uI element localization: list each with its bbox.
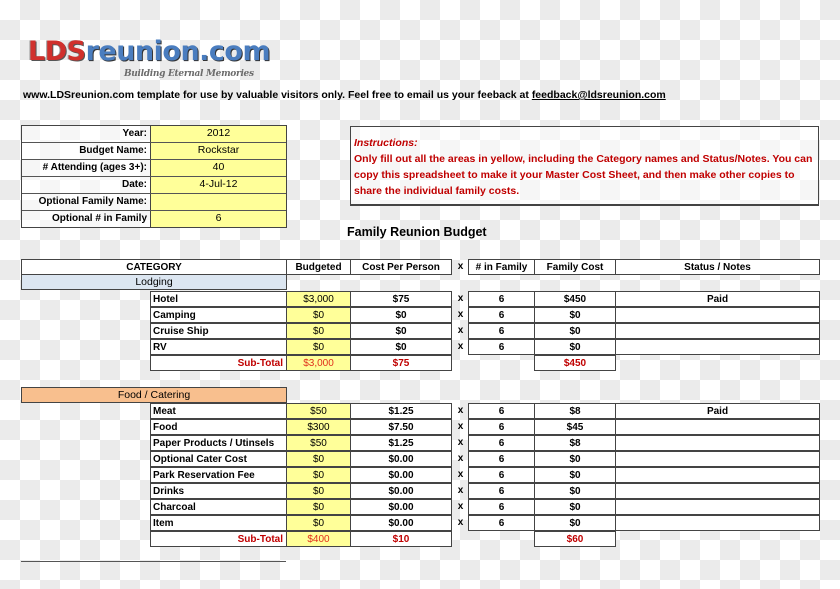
times-sign: x — [457, 405, 464, 416]
info-row-year — [22, 126, 286, 143]
family-cost-value: $0 — [534, 483, 616, 499]
budgeted-value[interactable]: $3,000 — [286, 291, 351, 307]
budgeted-value[interactable]: $300 — [286, 419, 351, 435]
info-row-in-family — [22, 211, 286, 227]
cost-per-person-value: $7.50 — [350, 419, 452, 435]
subtotal-cost-per-person: $10 — [350, 531, 452, 547]
item-name[interactable]: Charcoal — [150, 499, 287, 515]
budgeted-value[interactable]: $0 — [286, 515, 351, 531]
family-cost-value: $0 — [534, 307, 616, 323]
status-notes-field[interactable] — [615, 467, 820, 483]
subtotal-cost-per-person: $75 — [350, 355, 452, 371]
item-name[interactable]: Hotel — [150, 291, 287, 307]
times-sign: x — [457, 293, 464, 304]
item-name[interactable]: Item — [150, 515, 287, 531]
year-field[interactable]: 2012 — [151, 126, 286, 142]
cost-per-person-value: $0.00 — [350, 483, 452, 499]
in-family-value: 6 — [468, 307, 535, 323]
in-family-value: 6 — [468, 467, 535, 483]
in-family-value: 6 — [468, 515, 535, 531]
status-notes-field[interactable] — [615, 483, 820, 499]
cost-per-person-value: $0.00 — [350, 515, 452, 531]
item-name[interactable]: Optional Cater Cost — [150, 451, 287, 467]
cost-per-person-value: $0 — [350, 323, 452, 339]
status-notes-field[interactable] — [615, 339, 820, 355]
info-label: Optional # in Family — [22, 211, 151, 227]
item-name[interactable]: Drinks — [150, 483, 287, 499]
times-sign: x — [457, 501, 464, 512]
in-family-value: 6 — [468, 483, 535, 499]
subtotal-label: Sub-Total — [150, 355, 287, 371]
item-name[interactable]: Camping — [150, 307, 287, 323]
family-cost-value: $0 — [534, 323, 616, 339]
times-sign: x — [457, 453, 464, 464]
subtotal-family-cost: $450 — [534, 355, 616, 371]
item-name[interactable]: Cruise Ship — [150, 323, 287, 339]
info-row-date — [22, 177, 286, 194]
item-name[interactable]: Food — [150, 419, 287, 435]
family-cost-value: $8 — [534, 403, 616, 419]
status-notes-field[interactable] — [615, 499, 820, 515]
section-lodging[interactable]: Lodging — [21, 274, 287, 290]
header-budgeted: Budgeted — [286, 259, 351, 275]
family-cost-value: $0 — [534, 451, 616, 467]
instructions-box — [350, 126, 819, 206]
attending-field[interactable]: 40 — [151, 160, 286, 176]
family-cost-value: $0 — [534, 499, 616, 515]
times-sign: x — [457, 437, 464, 448]
times-sign: x — [457, 325, 464, 336]
in-family-value: 6 — [468, 339, 535, 355]
status-notes-field[interactable] — [615, 435, 820, 451]
instructions-body: Only fill out all the areas in yellow, including the Category names and Status/Notes. You can copy this spreadsheet to make it your Master Cost Sheet, and then make other copies to share the individual family costs. — [354, 153, 813, 197]
status-notes-field[interactable]: Paid — [615, 291, 820, 307]
budgeted-value[interactable]: $0 — [286, 483, 351, 499]
family-name-field[interactable] — [151, 194, 286, 210]
status-notes-field[interactable]: Paid — [615, 403, 820, 419]
item-name[interactable]: RV — [150, 339, 287, 355]
cost-per-person-value: $0.00 — [350, 499, 452, 515]
budgeted-value[interactable]: $0 — [286, 467, 351, 483]
budgeted-value[interactable]: $0 — [286, 499, 351, 515]
cost-per-person-value: $1.25 — [350, 435, 452, 451]
header-family-cost: Family Cost — [534, 259, 616, 275]
info-row-budget-name — [22, 143, 286, 160]
in-family-value: 6 — [468, 451, 535, 467]
budgeted-value[interactable]: $0 — [286, 451, 351, 467]
times-sign: x — [457, 309, 464, 320]
info-label: # Attending (ages 3+): — [22, 160, 151, 176]
in-family-value: 6 — [468, 435, 535, 451]
date-field[interactable]: 4-Jul-12 — [151, 177, 286, 193]
cost-per-person-value: $0 — [350, 339, 452, 355]
times-sign: x — [457, 485, 464, 496]
budget-name-field[interactable]: Rockstar — [151, 143, 286, 159]
in-family-value: 6 — [468, 323, 535, 339]
subtotal-label: Sub-Total — [150, 531, 287, 547]
info-row-attending — [22, 160, 286, 177]
family-cost-value: $0 — [534, 467, 616, 483]
budgeted-value[interactable]: $0 — [286, 307, 351, 323]
family-cost-value: $0 — [534, 339, 616, 355]
logo — [28, 36, 271, 86]
status-notes-field[interactable] — [615, 419, 820, 435]
subtotal-budgeted: $3,000 — [286, 355, 351, 371]
cost-per-person-value: $0.00 — [350, 467, 452, 483]
status-notes-field[interactable] — [615, 307, 820, 323]
in-family-field[interactable]: 6 — [151, 211, 286, 227]
subtotal-budgeted: $400 — [286, 531, 351, 547]
header-in-family: # in Family — [468, 259, 535, 275]
item-name[interactable]: Park Reservation Fee — [150, 467, 287, 483]
times-sign: x — [457, 517, 464, 528]
item-name[interactable]: Paper Products / Utinsels — [150, 435, 287, 451]
budgeted-value[interactable]: $0 — [286, 339, 351, 355]
times-sign: x — [457, 341, 464, 352]
header-times: x — [457, 261, 464, 272]
feedback-email-link[interactable]: feedback@ldsreunion.com — [531, 89, 666, 101]
header-status-notes: Status / Notes — [615, 259, 820, 275]
logo-wordmark: LDSreunion.com — [28, 36, 271, 67]
info-label: Date: — [22, 177, 151, 193]
cost-per-person-value: $0 — [350, 307, 452, 323]
in-family-value: 6 — [468, 499, 535, 515]
in-family-value: 6 — [468, 291, 535, 307]
cost-per-person-value: $1.25 — [350, 403, 452, 419]
budgeted-value[interactable]: $50 — [286, 403, 351, 419]
budgeted-value[interactable]: $0 — [286, 323, 351, 339]
in-family-value: 6 — [468, 403, 535, 419]
times-sign: x — [457, 469, 464, 480]
family-cost-value: $450 — [534, 291, 616, 307]
notice-text: www.LDSreunion.com template for use by valuable visitors only. Feel free to email us your feeback at feedback@ldsreunion.com — [23, 89, 666, 101]
section-food-catering[interactable]: Food / Catering — [21, 387, 287, 403]
logo-tagline: Building Eternal Memories — [124, 69, 254, 79]
family-cost-value: $0 — [534, 515, 616, 531]
budget-title: Family Reunion Budget — [347, 225, 487, 239]
info-row-family-name — [22, 194, 286, 211]
section-divider-line — [21, 561, 286, 562]
header-category: CATEGORY — [21, 259, 287, 275]
cost-per-person-value: $0.00 — [350, 451, 452, 467]
status-notes-field[interactable] — [615, 515, 820, 531]
status-notes-field[interactable] — [615, 323, 820, 339]
header-cost-per-person: Cost Per Person — [350, 259, 452, 275]
item-name[interactable]: Meat — [150, 403, 287, 419]
family-cost-value: $45 — [534, 419, 616, 435]
times-sign: x — [457, 421, 464, 432]
status-notes-field[interactable] — [615, 451, 820, 467]
info-label: Budget Name: — [22, 143, 151, 159]
cost-per-person-value: $75 — [350, 291, 452, 307]
info-label: Optional Family Name: — [22, 194, 151, 210]
family-cost-value: $8 — [534, 435, 616, 451]
budgeted-value[interactable]: $50 — [286, 435, 351, 451]
in-family-value: 6 — [468, 419, 535, 435]
subtotal-family-cost: $60 — [534, 531, 616, 547]
budget-info-table — [21, 125, 287, 228]
info-label: Year: — [22, 126, 151, 142]
instructions-title: Instructions: — [354, 137, 418, 149]
